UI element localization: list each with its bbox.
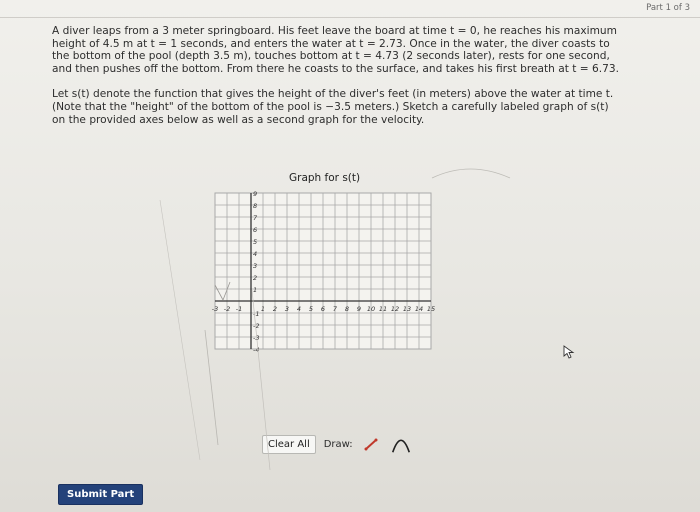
y-tick-label: -3	[253, 334, 260, 342]
clear-all-button[interactable]: Clear All	[262, 435, 316, 454]
draw-label: Draw:	[323, 438, 353, 450]
y-tick-label: 1	[253, 286, 258, 294]
problem-statement	[52, 25, 622, 126]
graph-canvas[interactable]	[205, 185, 435, 430]
y-tick-label: 2	[253, 274, 258, 282]
problem-paragraph-2: Let s(t) denote the function that gives the height of the diver's feet (in meters) above the water at time t. (Note that the "height" of the bottom of the pool is −3.5 meters.) Sketch a carefully labeled graph of s(t) on the provided axes below as well as a second graph for the velocity.	[52, 88, 614, 126]
x-tick-label: 4	[296, 305, 302, 313]
grid-lines	[215, 193, 431, 349]
x-tick-label: 15	[426, 305, 435, 313]
x-tick-label: 2	[272, 305, 278, 313]
x-tick-label: 9	[356, 305, 362, 313]
y-tick-label: 5	[253, 238, 258, 246]
x-tick-label: -1	[235, 305, 243, 313]
x-tick-label: 10	[366, 305, 376, 313]
line-segment-icon[interactable]	[359, 433, 383, 455]
x-tick-label: 12	[390, 305, 400, 313]
y-tick-label: 9	[253, 190, 258, 198]
x-tick-label: 11	[378, 305, 388, 313]
header-divider	[0, 17, 700, 18]
y-tick-label: 6	[253, 226, 258, 234]
x-tick-label: 5	[308, 305, 314, 313]
y-tick-label: 4	[253, 250, 258, 258]
y-tick-label: 7	[253, 214, 258, 222]
part-indicator: Part 1 of 3	[646, 3, 690, 13]
submit-part-button[interactable]: Submit Part	[58, 484, 143, 505]
y-tick-label: 3	[253, 262, 258, 270]
y-tick-label: -1	[253, 310, 260, 318]
parabola-curve-icon[interactable]	[389, 433, 413, 455]
x-tick-label: 1	[260, 305, 266, 313]
y-tick-label: -2	[253, 322, 260, 330]
problem-paragraph-1: A diver leaps from a 3 meter springboard. His feet leave the board at time t = 0, he reaches his maximum height of 4.5 m at t = 1 seconds, and enters the water at t = 2.73. Once in the water, the diver coasts to the bottom of the pool (depth 3.5 m), touches bottom at t = 4.73 (2 seconds later), rests for one second, and then pushes off the bottom. From there he coasts to the surface, and takes his first breath at t = 6.73.	[52, 25, 619, 75]
x-tick-label: 14	[414, 305, 424, 313]
x-tick-label: 6	[320, 305, 326, 313]
y-tick-label: -4	[253, 346, 260, 354]
x-tick-label: 13	[402, 305, 412, 313]
y-tick-label: 8	[253, 202, 258, 210]
x-tick-label: 8	[344, 305, 350, 313]
x-tick-label: -3	[211, 305, 219, 313]
graph-controls	[262, 433, 413, 455]
x-tick-label: 3	[284, 305, 290, 313]
mouse-cursor-icon	[563, 345, 575, 359]
x-tick-label: 7	[332, 305, 338, 313]
x-tick-label: -2	[223, 305, 231, 313]
graph-title: Graph for s(t)	[289, 172, 361, 184]
